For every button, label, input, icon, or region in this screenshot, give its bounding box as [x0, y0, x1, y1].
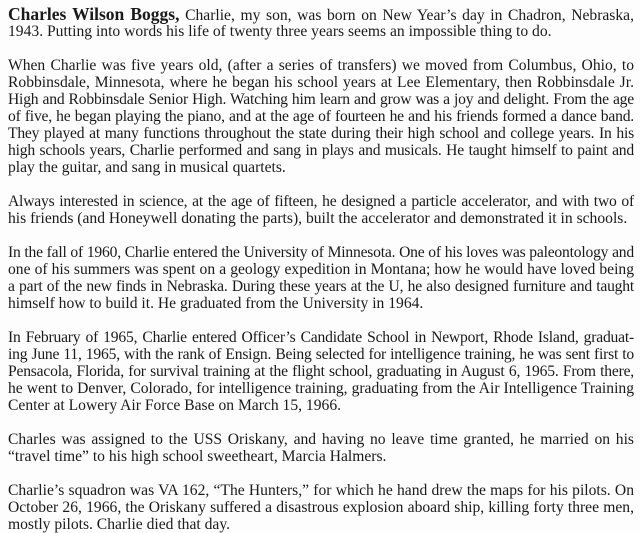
text-line: ing June 11, 1965, with the rank of Ensign. Being selected for intelligence training, he was sent first to	[8, 346, 634, 363]
text-line: When Charlie was five years old, (after a series of transfers) we moved from Columbus, Ohio, to	[8, 57, 634, 74]
text-line: Center at Lowery Air Force Base on March 15, 1966.	[8, 397, 342, 414]
text-line: “travel time” to his high school sweetheart, Marcia Halmers.	[8, 448, 387, 465]
paragraph-intro	[8, 6, 634, 40]
paragraph-science	[8, 193, 634, 227]
text-line	[8, 6, 634, 23]
text-line: Pensacola, Florida, for survival training at the flight school, graduating in August 6, 1965. From there,	[8, 363, 634, 380]
paragraph-university	[8, 244, 634, 312]
text-line: 1943. Putting into words his life of twenty three years seems an impossible thing to do.	[8, 23, 552, 40]
text-line: They played at many functions throughout the state during their high school and college years. In his	[8, 125, 634, 142]
subject-name: Charles Wilson Boggs,	[8, 4, 180, 24]
text-line: mostly pilots. Charlie died that day.	[8, 516, 231, 533]
text-line: Robbinsdale, Minnesota, where he began his school years at Lee Elementary, then Robbinsdale Jr.	[8, 74, 634, 91]
text-line: play the guitar, and sang in musical quartets.	[8, 159, 286, 176]
text-line: Always interested in science, at the age of fifteen, he designed a particle accelerator, and with two of	[8, 193, 634, 210]
text-line: Charlie’s squadron was VA 162, “The Hunters,” for which he hand drew the maps for his pilots. On	[8, 482, 634, 499]
text-line: one of his summers was spent on a geology expedition in Montana; how he would have loved being	[8, 261, 634, 278]
text-line: October 26, 1966, the Oriskany suffered a disastrous explosion aboard ship, killing forty three men,	[8, 499, 634, 516]
text-line: high schools years, Charlie performed and sang in plays and musicals. He taught himself to paint and	[8, 142, 634, 159]
text-line: his friends (and Honeywell donating the parts), built the accelerator and demonstrated it in schools.	[8, 210, 628, 227]
text-line: Charles was assigned to the USS Oriskany, and having no leave time granted, he married on his	[8, 431, 634, 448]
text-line: High and Robbinsdale Senior High. Watching him learn and grow was a joy and delight. From the age	[8, 91, 634, 108]
text-line-content: Charlie, my son, was born on New Year’s day in Chadron, Nebraska,	[179, 7, 634, 24]
text-line: In the fall of 1960, Charlie entered the University of Minnesota. One of his loves was paleontology and	[8, 244, 634, 261]
text-line: a part of the new finds in Nebraska. During these years at the U, he also designed furniture and taught	[8, 278, 634, 295]
paragraph-childhood	[8, 57, 634, 176]
text-line: of five, he began playing the piano, and at the age of fourteen he and his friends formed a dance band.	[8, 108, 634, 125]
paragraph-officer-training	[8, 329, 634, 414]
text-line: In February of 1965, Charlie entered Officer’s Candidate School in Newport, Rhode Island, graduat-	[8, 329, 634, 346]
paragraph-oriskany	[8, 482, 634, 533]
paragraph-marriage	[8, 431, 634, 465]
text-line: he went to Denver, Colorado, for intelligence training, graduating from the Air Intelligence Training	[8, 380, 634, 397]
text-line: himself how to build it. He graduated from the University in 1964.	[8, 295, 424, 312]
